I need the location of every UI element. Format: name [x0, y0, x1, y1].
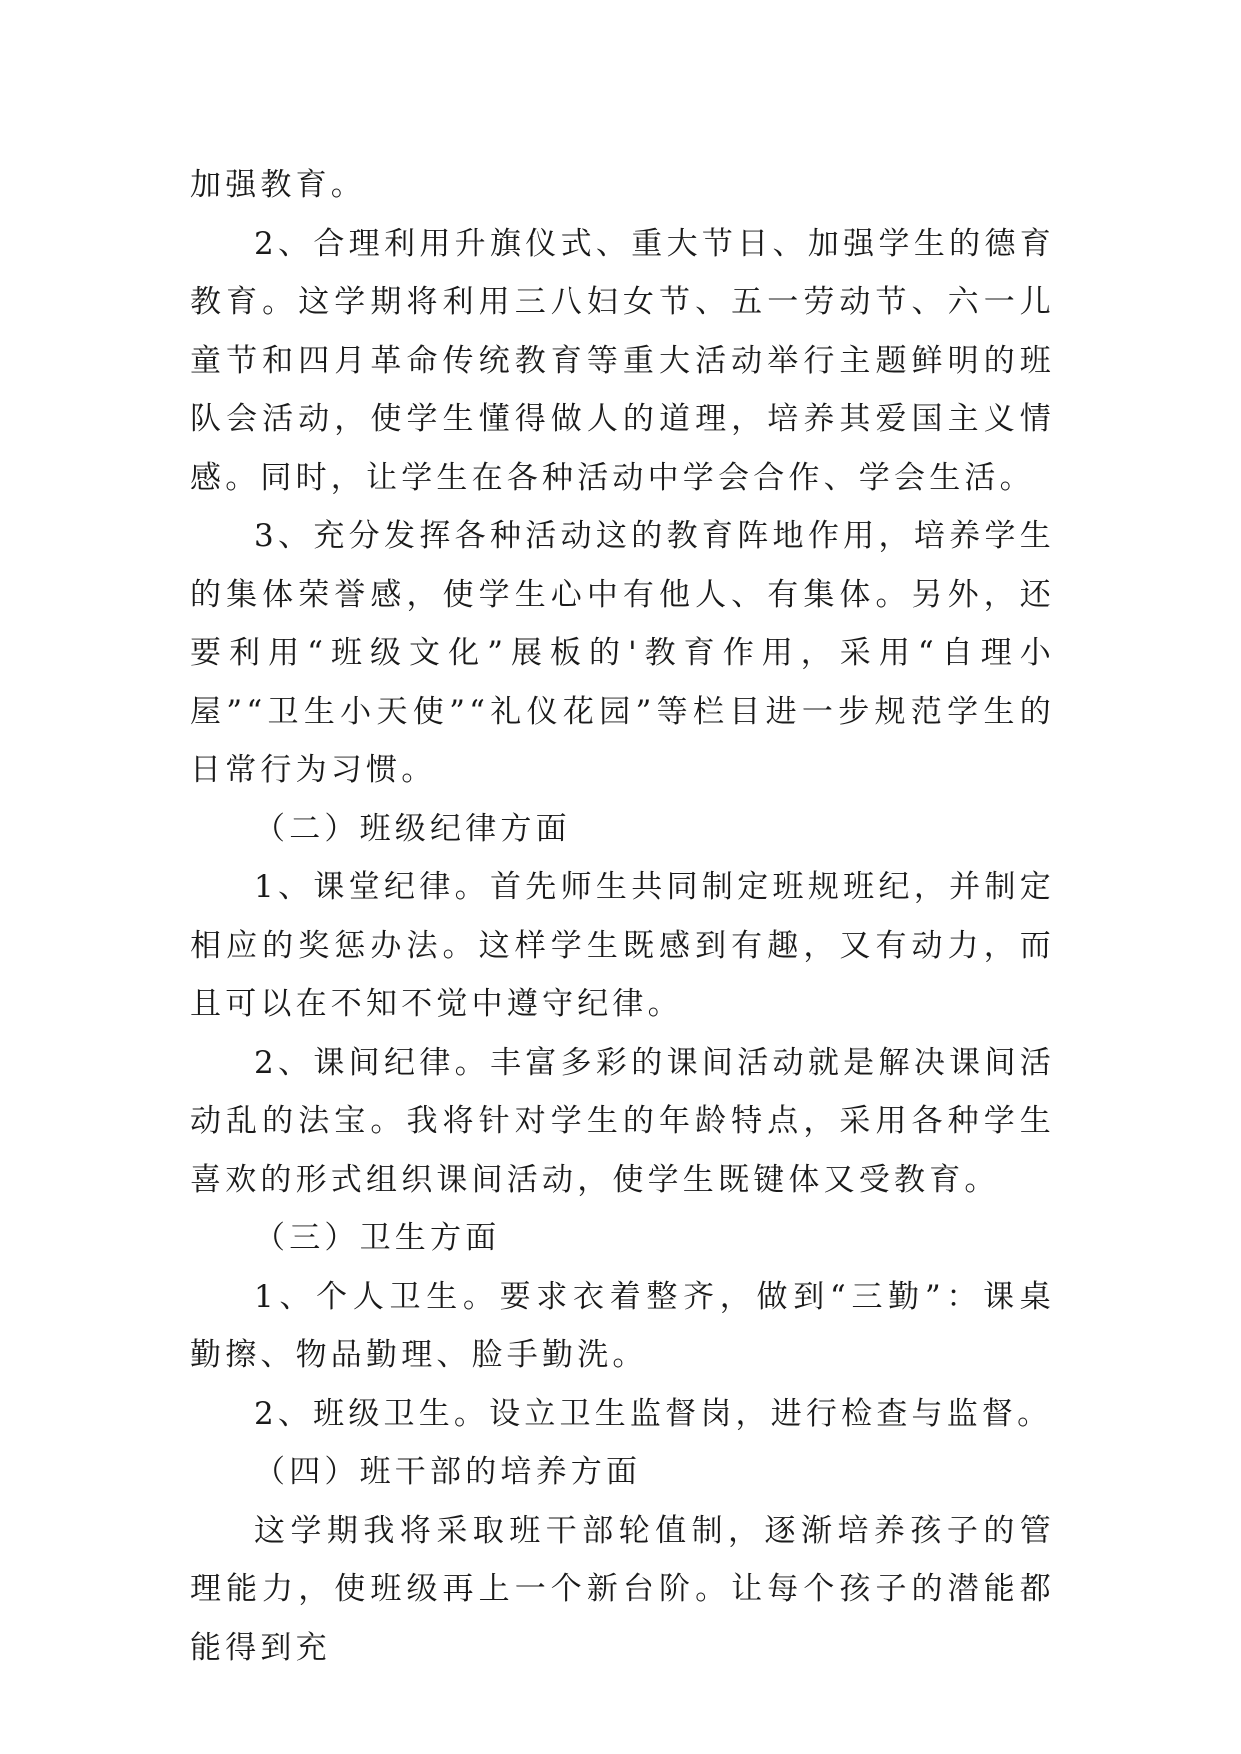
paragraph-moral-education-holidays: 2、合理利用升旗仪式、重大节日、加强学生的德育教育。这学期将利用三八妇女节、五一劳动节、六一儿童节和四月革命传统教育等重大活动举行主题鲜明的班队会活动，使学生懂得做人的道理，培养其爱国主义情感。同时，让学生在各种活动中学会合作、学会生活。	[190, 225, 1055, 496]
section-heading-hygiene: （三）卫生方面	[254, 1220, 501, 1256]
section-heading-class-discipline: （二）班级纪律方面	[254, 810, 571, 847]
section-heading-class-cadres: （四）班干部的培养方面	[254, 1454, 642, 1490]
paragraph-activity-education: 3、充分发挥各种活动这的教育阵地作用，培养学生的集体荣誉感，使学生心中有他人、有集体。另外，还要利用“班级文化”展板的'教育作用，采用“自理小屋”“卫生小天使”“礼仪花园”等栏目进一步规范学生的日常行为习惯。	[190, 518, 1055, 788]
paragraph-continuation: 加强教育。	[190, 167, 366, 203]
paragraph-class-cadre-rotation: 这学期我将采取班干部轮值制，逐渐培养孩子的管理能力，使班级再上一个新台阶。让每个孩子的潜能都能得到充	[190, 1512, 1055, 1666]
paragraph-personal-hygiene: 1、个人卫生。要求衣着整齐，做到“三勤”：课桌勤擦、物品勤理、脸手勤洗。	[190, 1278, 1055, 1373]
paragraph-break-discipline: 2、课间纪律。丰富多彩的课间活动就是解决课间活动乱的法宝。我将针对学生的年龄特点，采用各种学生喜欢的形式组织课间活动，使学生既键体又受教育。	[190, 1044, 1055, 1198]
paragraph-class-hygiene: 2、班级卫生。设立卫生监督岗，进行检查与监督。	[254, 1395, 1053, 1432]
paragraph-classroom-discipline: 1、课堂纪律。首先师生共同制定班规班纪，并制定相应的奖惩办法。这样学生既感到有趣，又有动力，而且可以在不知不觉中遵守纪律。	[190, 869, 1055, 1022]
document-body	[190, 156, 1055, 1677]
